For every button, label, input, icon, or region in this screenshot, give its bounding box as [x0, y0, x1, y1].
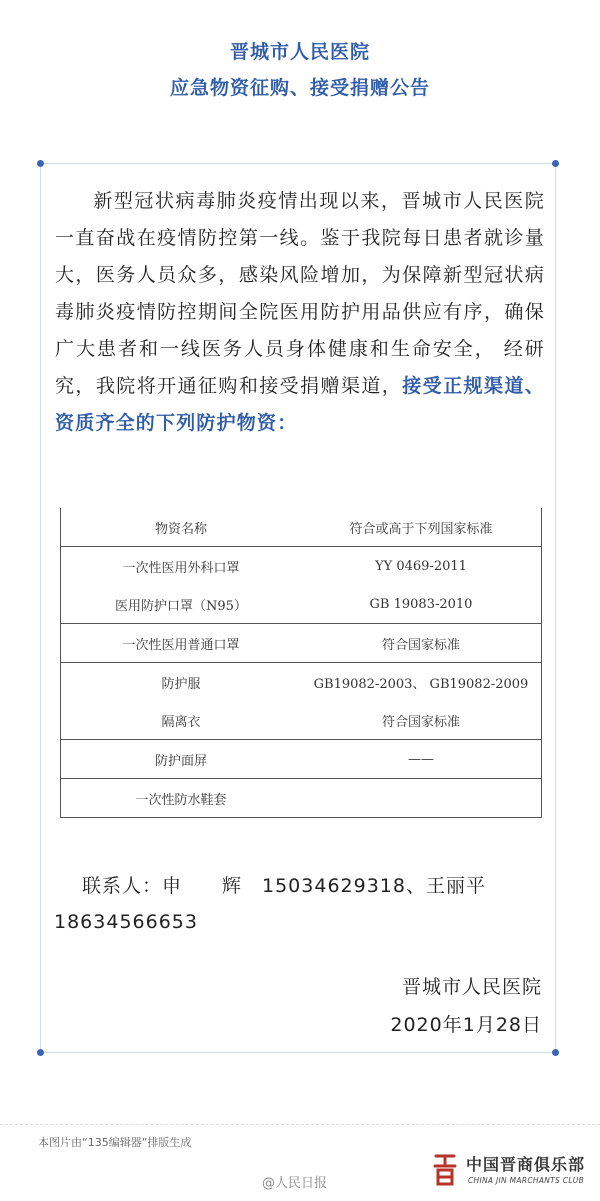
contact-info — [54, 868, 552, 940]
logo-en-text: CHINA JIN MARCHANTS CLUB — [468, 1176, 585, 1185]
signature-date: 2020年1月28日 — [390, 1014, 542, 1036]
corner-dot-icon — [37, 160, 44, 167]
table-row — [61, 585, 542, 624]
item-name: 隔离衣 — [161, 714, 201, 730]
item-name: 防护服 — [161, 676, 201, 692]
corner-dot-icon — [37, 1049, 44, 1056]
supplies-table — [60, 508, 542, 818]
notice-header — [0, 34, 600, 106]
item-standard: YY 0469-2011 — [375, 558, 467, 574]
item-standard — [301, 779, 542, 818]
item-name: 防护面屏 — [154, 753, 207, 769]
item-standard: GB 19083-2010 — [369, 596, 473, 612]
item-standard: 符合国家标准 — [381, 714, 460, 730]
logo-cn-text: 中国晋商俱乐部 — [466, 1155, 586, 1174]
table-row — [61, 740, 542, 779]
item-name: 一次性医用普通口罩 — [122, 637, 240, 653]
header-item-name: 物资名称 — [154, 521, 207, 537]
signature-org: 晋城市人民医院 — [401, 976, 542, 998]
item-standard: 符合国家标准 — [381, 637, 460, 653]
table-row — [61, 701, 542, 740]
intro-highlight: 接受正规渠道、资质齐全的下列防护物资： — [55, 375, 546, 434]
table-row — [61, 779, 542, 818]
item-standard: —— — [408, 751, 434, 767]
table-row — [61, 624, 542, 663]
hospital-title: 晋城市人民医院 — [229, 41, 370, 63]
watermark-text: @人民日报 — [262, 1176, 328, 1191]
table-row — [61, 547, 542, 586]
item-name: 一次性防水鞋套 — [135, 792, 227, 808]
item-standard: GB19082-2003、 GB19082-2009 — [313, 676, 529, 692]
item-name: 医用防护口罩（N95） — [115, 598, 247, 614]
signature-block — [390, 968, 542, 1044]
header-standard: 符合或高于下列国家标准 — [349, 521, 493, 537]
intro-text: 新型冠状病毒肺炎疫情出现以来，晋城市人民医院一直奋战在疫情防控第一线。鉴于我院每日患者就诊量大，医务人员众多，感染风险增加，为保障新型冠状病毒肺炎疫情防控期间全院医用防护用品供应有序，确保广大患者和一线医务人员身体健康和生命安全， 经研究，我院将开通征购和接受捐赠渠道， — [55, 190, 545, 397]
jin-logo-icon — [432, 1152, 458, 1188]
contact-line-2: 18634566653 — [54, 911, 198, 933]
contact-line-1: 联系人：申 辉 15034629318、王丽平 — [82, 875, 486, 897]
table-header-row — [61, 508, 542, 547]
notice-title: 应急物资征购、接受捐赠公告 — [169, 77, 430, 99]
corner-dot-icon — [552, 1049, 559, 1056]
corner-dot-icon — [552, 160, 559, 167]
editor-note: 本图片由“135编辑器”排版生成 — [38, 1136, 192, 1149]
club-logo — [432, 1150, 594, 1194]
intro-paragraph — [55, 183, 545, 442]
table-row — [61, 663, 542, 702]
footer-divider — [0, 1124, 600, 1125]
item-name: 一次性医用外科口罩 — [122, 560, 240, 576]
